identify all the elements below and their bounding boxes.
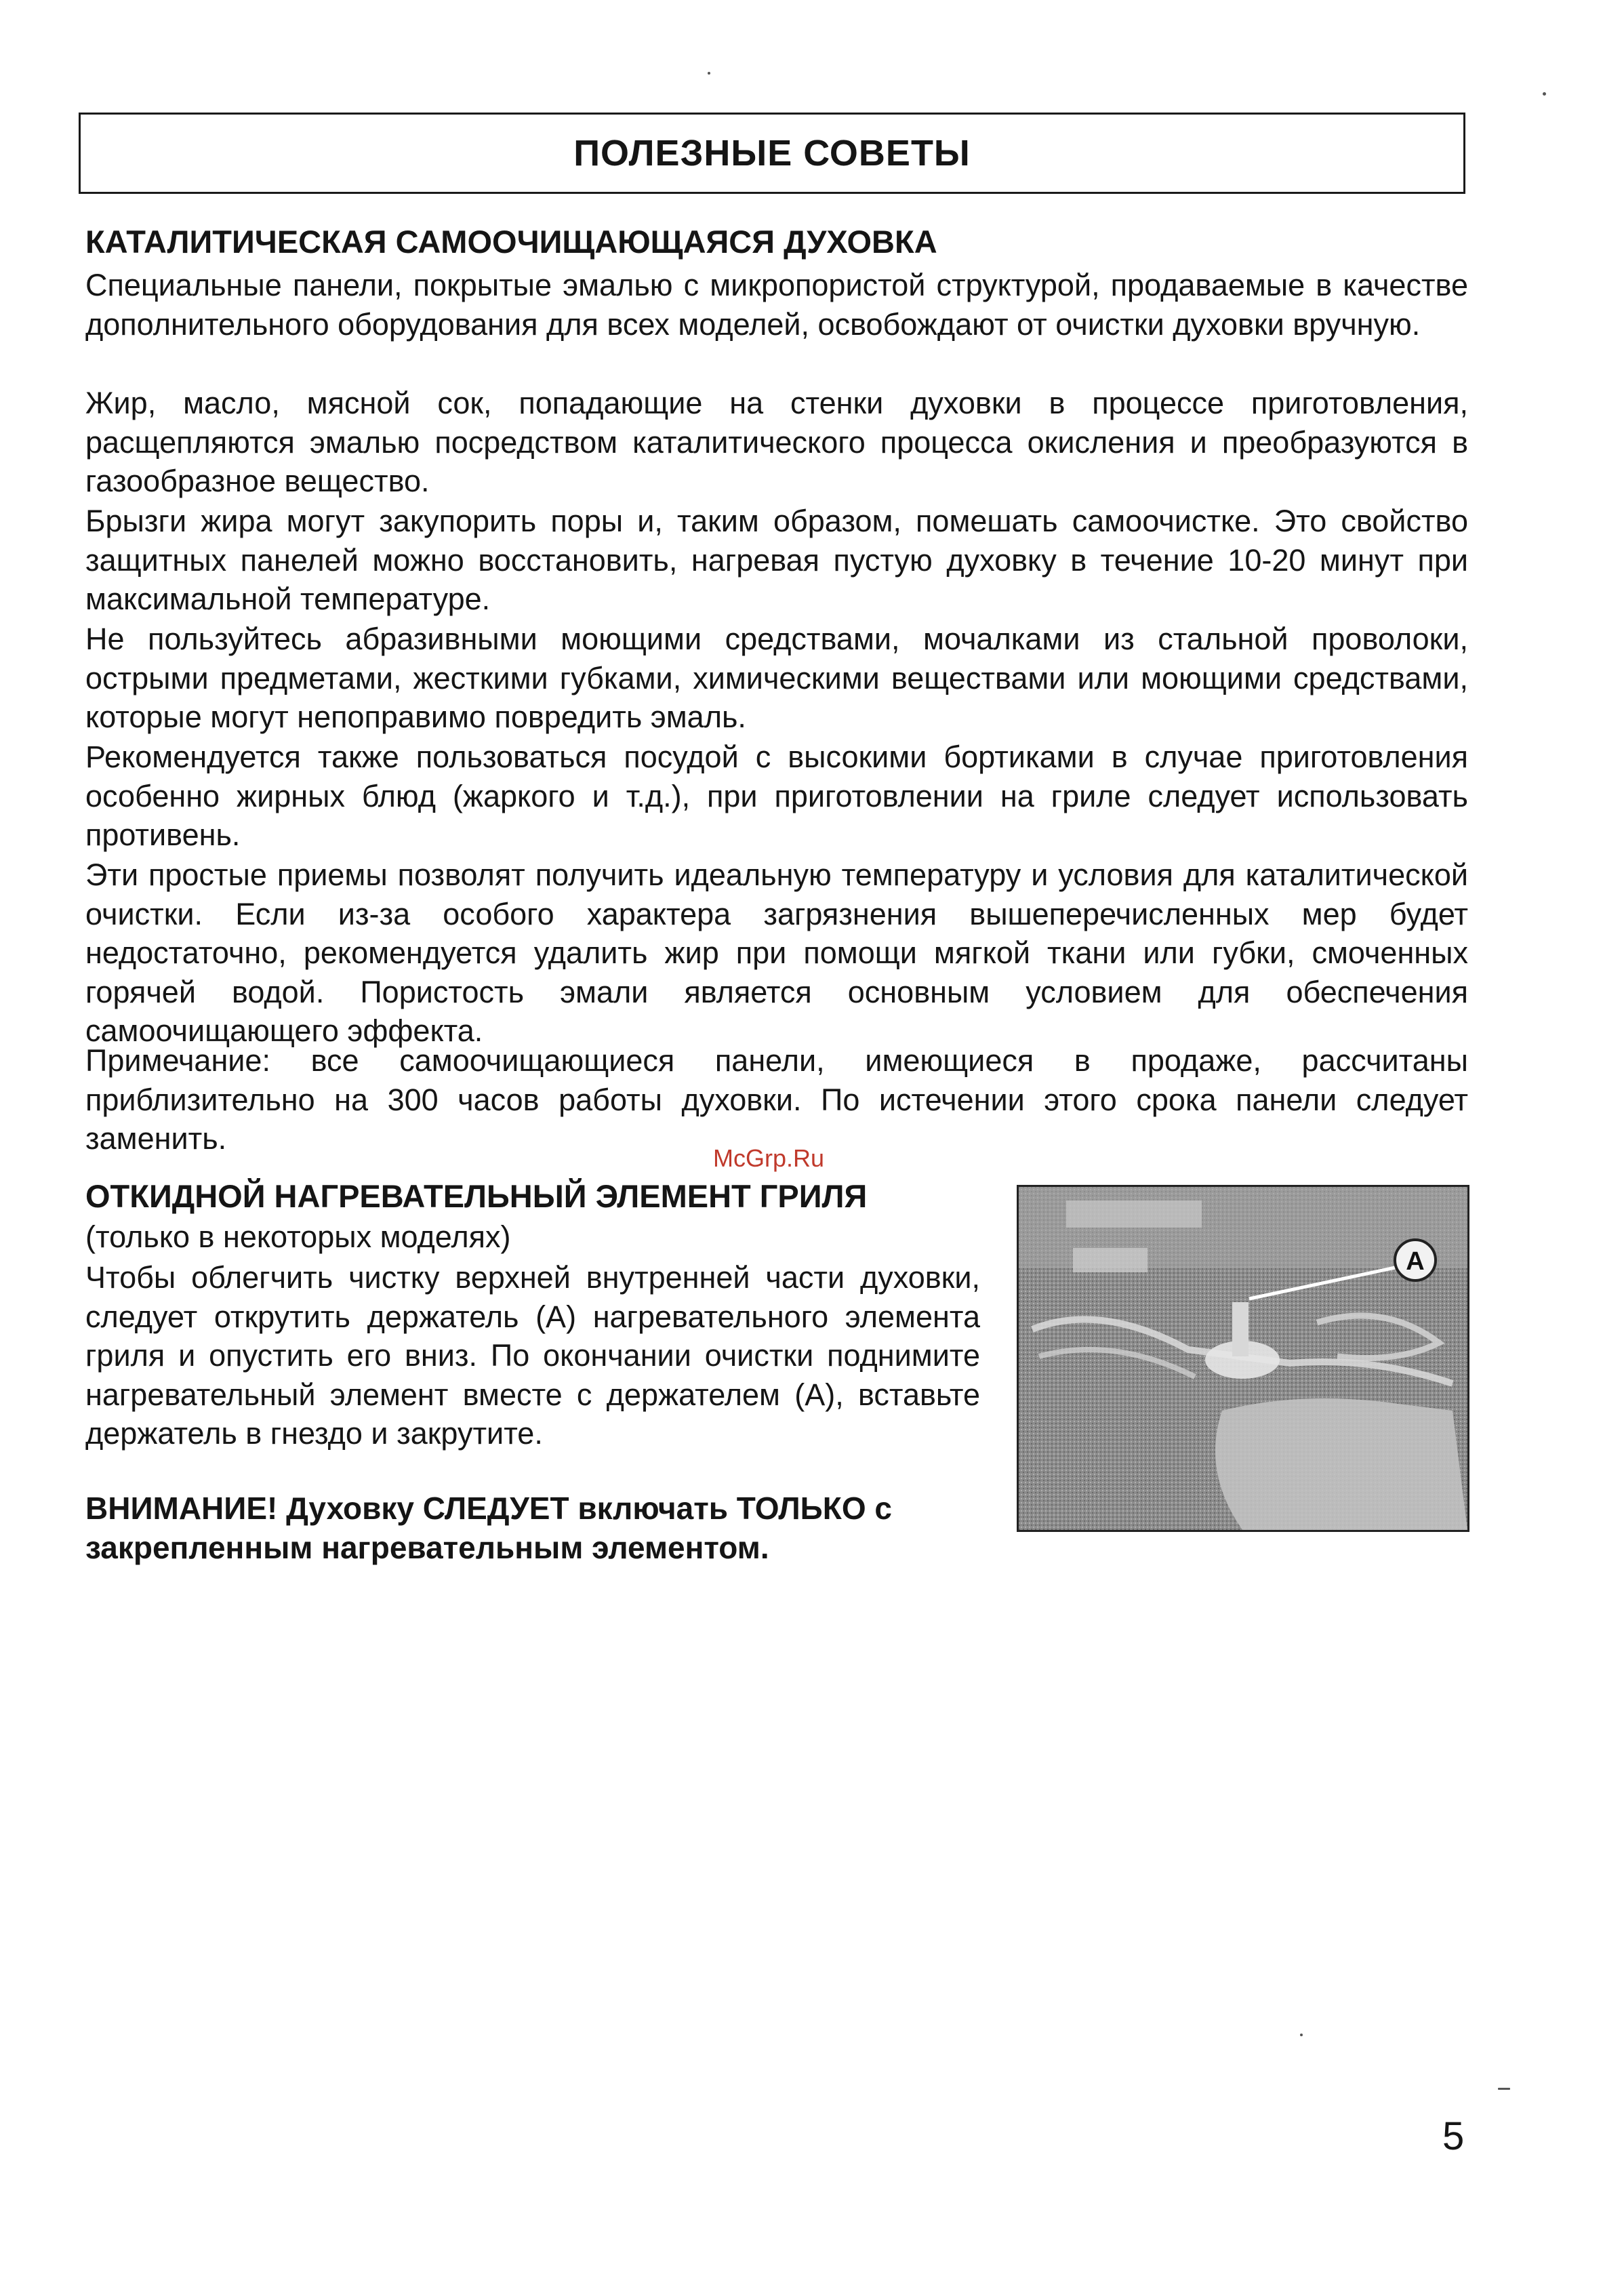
paragraph: Специальные панели, покрытые эмалью с микропористой структурой, продаваемые в качестве дополнительного оборудования для всех моделей, освобождают от очистки духовки вручную.	[85, 268, 1468, 342]
paragraph: Не пользуйтесь абразивными моющими средствами, мочалками из стальной проволоки, острыми предметами, жесткими губками, химическими веществами или моющими средствами, которые могут непоправимо повредить эмаль.	[85, 622, 1468, 734]
page-number: 5	[1442, 2114, 1465, 2158]
scan-speck	[1543, 92, 1546, 96]
paragraph-note: Примечание: все самоочищающиеся панели, имеющиеся в продаже, рассчитаны приблизительно на 300 часов работы духовки. По истечении этого срока панели следует заменить.	[85, 1043, 1468, 1156]
scan-speck	[1498, 2088, 1510, 2090]
watermark: McGrp.Ru	[713, 1144, 825, 1172]
section-heading-catalytic: КАТАЛИТИЧЕСКАЯ САМООЧИЩАЮЩАЯСЯ ДУХОВКА	[85, 224, 937, 260]
paragraph: Жир, масло, мясной сок, попадающие на стенки духовки в процессе приготовления, расщепляются эмалью посредством каталитического процесса окисления и преобразуются в газообразное вещество.	[85, 386, 1468, 498]
paragraph: Брызги жира могут закупорить поры и, таким образом, помешать самоочистке. Это свойство защитных панелей можно восстановить, нагревая пустую духовку в течение 10-20 минут при максимальной температуре.	[85, 504, 1468, 616]
section-heading-grill: ОТКИДНОЙ НАГРЕВАТЕЛЬНЫЙ ЭЛЕМЕНТ ГРИЛЯ	[85, 1178, 868, 1214]
paragraph: Чтобы облегчить чистку верхней внутренней части духовки, следует открутить держатель (А) нагревательного элемента гриля и опустить его вниз. По окончании очистки поднимите нагревательный элемент вместе с держателем (А), вставьте держатель в гнездо и закрутите.	[85, 1260, 980, 1451]
grill-element-photo	[1017, 1185, 1469, 1532]
paragraph: Эти простые приемы позволят получить идеальную температуру и условия для каталитической очистки. Если из-за особого характера загрязнения вышеперечисленных мер будет недостаточно, рекомендуется удалить жир при помощи мягкой ткани или губки, смоченных горячей водой. Пористость эмали является основным условием для обеспечения самоочищающего эффекта.	[85, 857, 1468, 1048]
model-note: (только в некоторых моделях)	[85, 1219, 511, 1254]
callout-a: A	[1406, 1247, 1425, 1276]
page-title: ПОЛЕЗНЫЕ СОВЕТЫ	[573, 133, 971, 174]
scan-speck	[708, 72, 710, 75]
paragraph: Рекомендуется также пользоваться посудой с высокими бортиками в случае приготовления особенно жирных блюд (жаркого и т.д.), при приготовлении на гриле следует использовать противень.	[85, 740, 1468, 852]
scan-speck	[1300, 2034, 1303, 2036]
page-title-box	[79, 113, 1465, 194]
warning-text: ВНИМАНИЕ! Духовку СЛЕДУЕТ включать ТОЛЬКО с закрепленным нагревательным элементом.	[85, 1491, 892, 1565]
